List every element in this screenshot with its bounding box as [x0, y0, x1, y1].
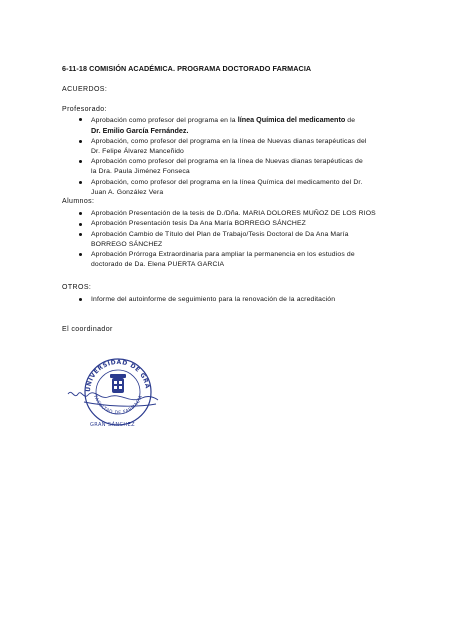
seal-ring-top: UNIVERSIDAD DE GRA: [84, 358, 151, 393]
list-item: [62, 219, 449, 229]
page-title: 6-11-18 COMISIÓN ACADÉMICA. PROGRAMA DOCTORADO FARMACIA: [62, 64, 312, 73]
item-continuation: Dr. Felipe Álvarez Manceñido: [91, 147, 184, 155]
item-text: Aprobación como profesor del programa en la línea de Nuevas dianas terapéuticas de: [91, 158, 363, 166]
item-text: Aprobación Cambio de Título del Plan de Trabajo/Tesis Doctoral de Da Ana María: [91, 230, 349, 238]
list-item: [62, 115, 449, 137]
seal-footer-text: GRAN SÁNCHEZ: [90, 422, 135, 428]
profesorado-heading: Profesorado:: [62, 106, 107, 113]
item-continuation: la Dra. Paula Jiménez Fonseca: [91, 168, 190, 176]
item-continuation: BORREGO SÁNCHEZ: [91, 240, 163, 248]
signature-seal: [64, 348, 172, 434]
list-item: [62, 209, 449, 219]
coordinador-label: El coordinador: [62, 326, 113, 333]
item-text: Aprobación Prórroga Extraordinaria para ampliar la permanencia en los estudios de: [91, 251, 355, 259]
list-item: [62, 137, 449, 158]
list-item: [62, 157, 449, 178]
alumnos-heading: Alumnos:: [62, 198, 95, 205]
item-text: Aprobación, como profesor del programa en la línea de Nuevas dianas terapéuticas del: [91, 137, 367, 145]
item-text: Informe del autoinforme de seguimiento para la renovación de la acreditación: [91, 296, 336, 303]
acuerdos-heading: ACUERDOS:: [62, 86, 108, 93]
item-bold-text: línea Química del medicamento: [237, 115, 346, 124]
list-item: [62, 230, 449, 251]
profesorado-list: [62, 115, 449, 198]
list-item: [62, 250, 449, 271]
item-text: Aprobación Presentación de la tesis de D./Dña. MARIA DOLORES MUÑOZ DE LOS RIOS: [91, 210, 376, 217]
list-item: [62, 178, 449, 199]
item-continuation: doctorado de Da. Elena PUERTA GARCIA: [91, 261, 225, 269]
item-text: Aprobación, como profesor del programa en la línea Química del medicamento del Dr.: [91, 178, 363, 186]
otros-heading: OTROS:: [62, 284, 92, 291]
item-continuation: Dr. Emilio García Fernández.: [91, 126, 189, 136]
item-continuation: Juan A. González Vera: [91, 189, 164, 197]
alumnos-list: [62, 209, 449, 271]
item-text-after: de: [345, 117, 356, 124]
seal-ring-bottom: FACULTAD DE FARMACIA: [92, 394, 145, 417]
seal-stamp-icon: [64, 348, 172, 434]
list-item: [62, 295, 449, 305]
item-text: Aprobación Presentación tesis Da Ana María BORREGO SÁNCHEZ: [91, 220, 306, 228]
otros-list: [62, 295, 449, 305]
item-text: Aprobación como profesor del programa en la: [91, 117, 238, 124]
